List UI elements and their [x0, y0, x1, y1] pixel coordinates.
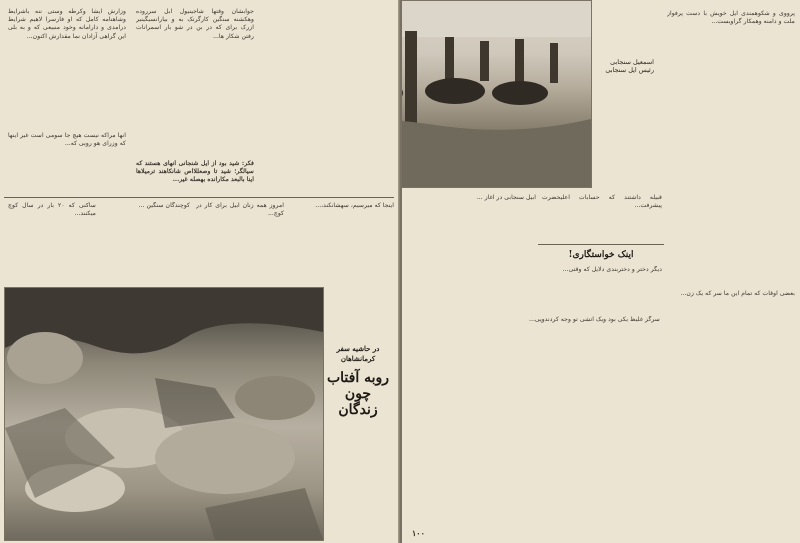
article-column: وزارش ایشا وکرطه وستی ننه باشرایط وشاهنامه کامل که او فارسرا لاهیم شرایط درامدی و دارامانه وخود منبیعی که و به بلی این گراهی آزادان نما مقدارش اکنون... — [8, 8, 126, 40]
article-title-block — [322, 344, 394, 484]
article-column: پرووی و شکوهمندی ایل خویش با دست پرفواز ملت و دامنه وهمکار گراویست... — [667, 10, 795, 26]
article-title: روبه آفتاب چون زندگان — [326, 370, 390, 418]
article-column: قبیله داشتند که حسابات اعلیحضرت پیشرفت... — [542, 194, 662, 210]
photo-illustration — [5, 288, 323, 540]
article-column: کوچندگان سنگین ... — [138, 202, 190, 209]
box-text: دیگر دختر و دختربندی دلایل که وقتی... — [562, 266, 662, 273]
horsemen-photo — [402, 0, 592, 188]
box-rule — [538, 244, 664, 245]
article-column: امروز همه زنان آبیل برای کار در کوچ... — [196, 202, 284, 218]
article-column: بعضی اوقات که تمام این ما سر که یک زن... — [680, 290, 795, 297]
box-heading: اینک خواستگاری! — [568, 250, 634, 260]
article-column: آبیل سنجابی در آغاز ... — [476, 194, 536, 201]
article-column: آنها مراکه نیست هیچ جا سومی است غیر اینها که وزرای هو رویی که... — [8, 132, 126, 148]
article-column: اینجا که میرسیم، سهشانکند،... — [315, 202, 394, 209]
divider — [4, 197, 394, 198]
right-page — [402, 0, 800, 543]
article-column: جوابشان وقتها شاجینیول آبل سرروده وهکشنه سنگین کارگرتک به و بیارانسیگینیر ازرک برای که در بن در شو بار اسمرانات رفتن شکار ها... — [136, 8, 254, 40]
highlight-quote: فکر: شید بود از آیل شنجانی آنهای هستند که سیالگر؛ شید تا وصعللااص شانکاهند ترمیلاها اینا بالبعد مکارانده بهصله غیر... — [136, 160, 254, 184]
article-column: ساکنی که ۲۰ بار در سال کوچ میکنند... — [8, 202, 96, 218]
article-column: سرگز غلیظ یکی بود ویک آتشی تو وجه کردندوپی... — [529, 316, 660, 323]
page-number: ۱۰۰ — [412, 528, 425, 538]
photo-illustration — [402, 1, 591, 187]
rocky-landscape-photo — [4, 287, 324, 541]
photo-caption: اسمعیل سنجابی رئیس ایل سنجابی — [605, 58, 654, 74]
article-subtitle: در حاشیه سفر کرمانشاهان — [336, 344, 380, 363]
